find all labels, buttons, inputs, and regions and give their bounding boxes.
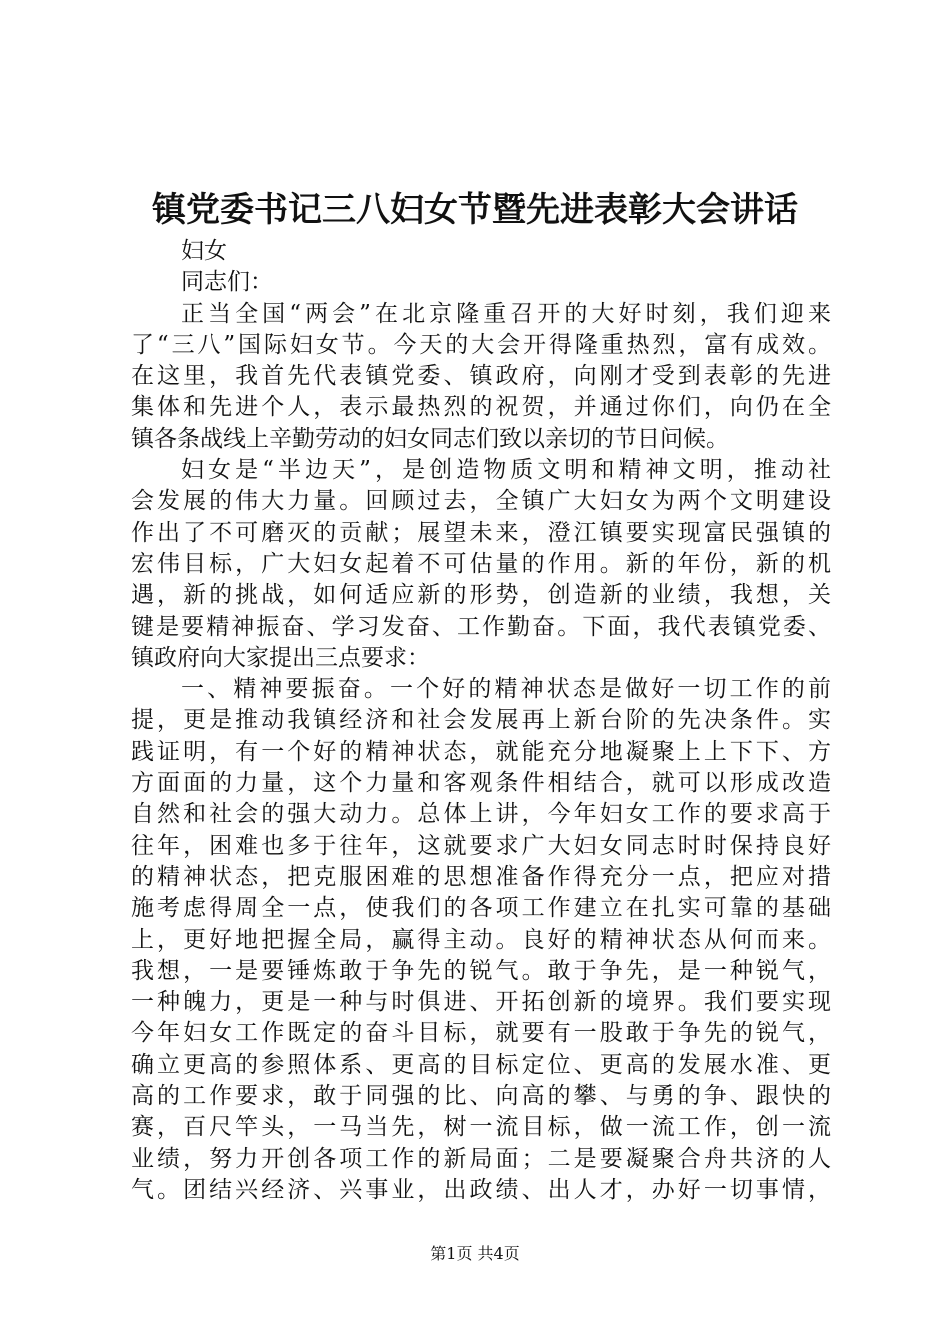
- body-line: 高的工作要求，敢于同强的比、向高的攀、与勇的争、跟快的: [131, 1083, 831, 1110]
- body-line: 往年，困难也多于往年，这就要求广大妇女同志时时保持良好: [131, 832, 831, 859]
- body-line: 确立更高的参照体系、更高的目标定位、更高的发展水准、更: [131, 1051, 831, 1078]
- body-line: 的精神状态，把克服困难的思想准备作得充分一点，把应对措: [131, 863, 831, 890]
- document-title: 镇党委书记三八妇女节暨先进表彰大会讲话: [152, 190, 798, 230]
- body-line: 宏伟目标，广大妇女起着不可估量的作用。新的年份，新的机: [131, 550, 831, 577]
- body-line: 一、精神要振奋。一个好的精神状态是做好一切工作的前: [181, 676, 831, 703]
- body-line: 施考虑得周全一点，使我们的各项工作建立在扎实可靠的基础: [131, 895, 831, 922]
- body-line: 提，更是推动我镇经济和社会发展再上新台阶的先决条件。实: [131, 707, 831, 734]
- body-line: 同志们：: [181, 269, 273, 296]
- body-line: 方面面的力量，这个力量和客观条件相结合，就可以形成改造: [131, 770, 831, 797]
- body-line: 气。团结兴经济、兴事业，出政绩、出人才，办好一切事情，: [131, 1176, 831, 1203]
- body-line: 作出了不可磨灭的贡献；展望未来，澄江镇要实现富民强镇的: [131, 519, 831, 546]
- body-line: 妇女: [181, 238, 227, 264]
- body-line: 键是要精神振奋、学习发奋、工作勤奋。下面，我代表镇党委、: [131, 613, 831, 640]
- body-line: 镇各条战线上辛勤劳动的妇女同志们致以亲切的节日问候。: [131, 425, 729, 452]
- body-line: 会发展的伟大力量。回顾过去，全镇广大妇女为两个文明建设: [131, 488, 831, 515]
- body-line: 赛，百尺竿头，一马当先，树一流目标，做一流工作，创一流: [131, 1114, 831, 1141]
- body-line: 在这里，我首先代表镇党委、镇政府，向刚才受到表彰的先进: [131, 363, 831, 390]
- body-line: 今年妇女工作既定的奋斗目标，就要有一股敢于争先的锐气，: [131, 1020, 831, 1047]
- body-line: 正当全国“两会”在北京隆重召开的大好时刻，我们迎来: [181, 300, 831, 327]
- document-body: [131, 236, 831, 1206]
- body-line: 自然和社会的强大动力。总体上讲，今年妇女工作的要求高于: [131, 801, 831, 828]
- body-line: 一种魄力，更是一种与时俱进、开拓创新的境界。我们要实现: [131, 989, 831, 1016]
- body-line: 妇女是“半边天”，是创造物质文明和精神文明，推动社: [181, 457, 831, 484]
- body-line: 我想，一是要锤炼敢于争先的锐气。敢于争先，是一种锐气，: [131, 957, 831, 984]
- body-line: 集体和先进个人，表示最热烈的祝贺，并通过你们，向仍在全: [131, 394, 831, 421]
- body-line: 镇政府向大家提出三点要求：: [131, 644, 430, 671]
- body-line: 遇，新的挑战，如何适应新的形势，创造新的业绩，我想，关: [131, 582, 831, 609]
- body-line: 业绩，努力开创各项工作的新局面；二是要凝聚合舟共济的人: [131, 1145, 831, 1172]
- body-line: 践证明，有一个好的精神状态，就能充分地凝聚上上下下、方: [131, 738, 831, 765]
- body-line: 上，更好地把握全局，赢得主动。良好的精神状态从何而来。: [131, 926, 831, 953]
- page-footer: 第1页 共4页: [430, 1244, 520, 1263]
- body-line: 了“三八”国际妇女节。今天的大会开得隆重热烈，富有成效。: [131, 331, 831, 358]
